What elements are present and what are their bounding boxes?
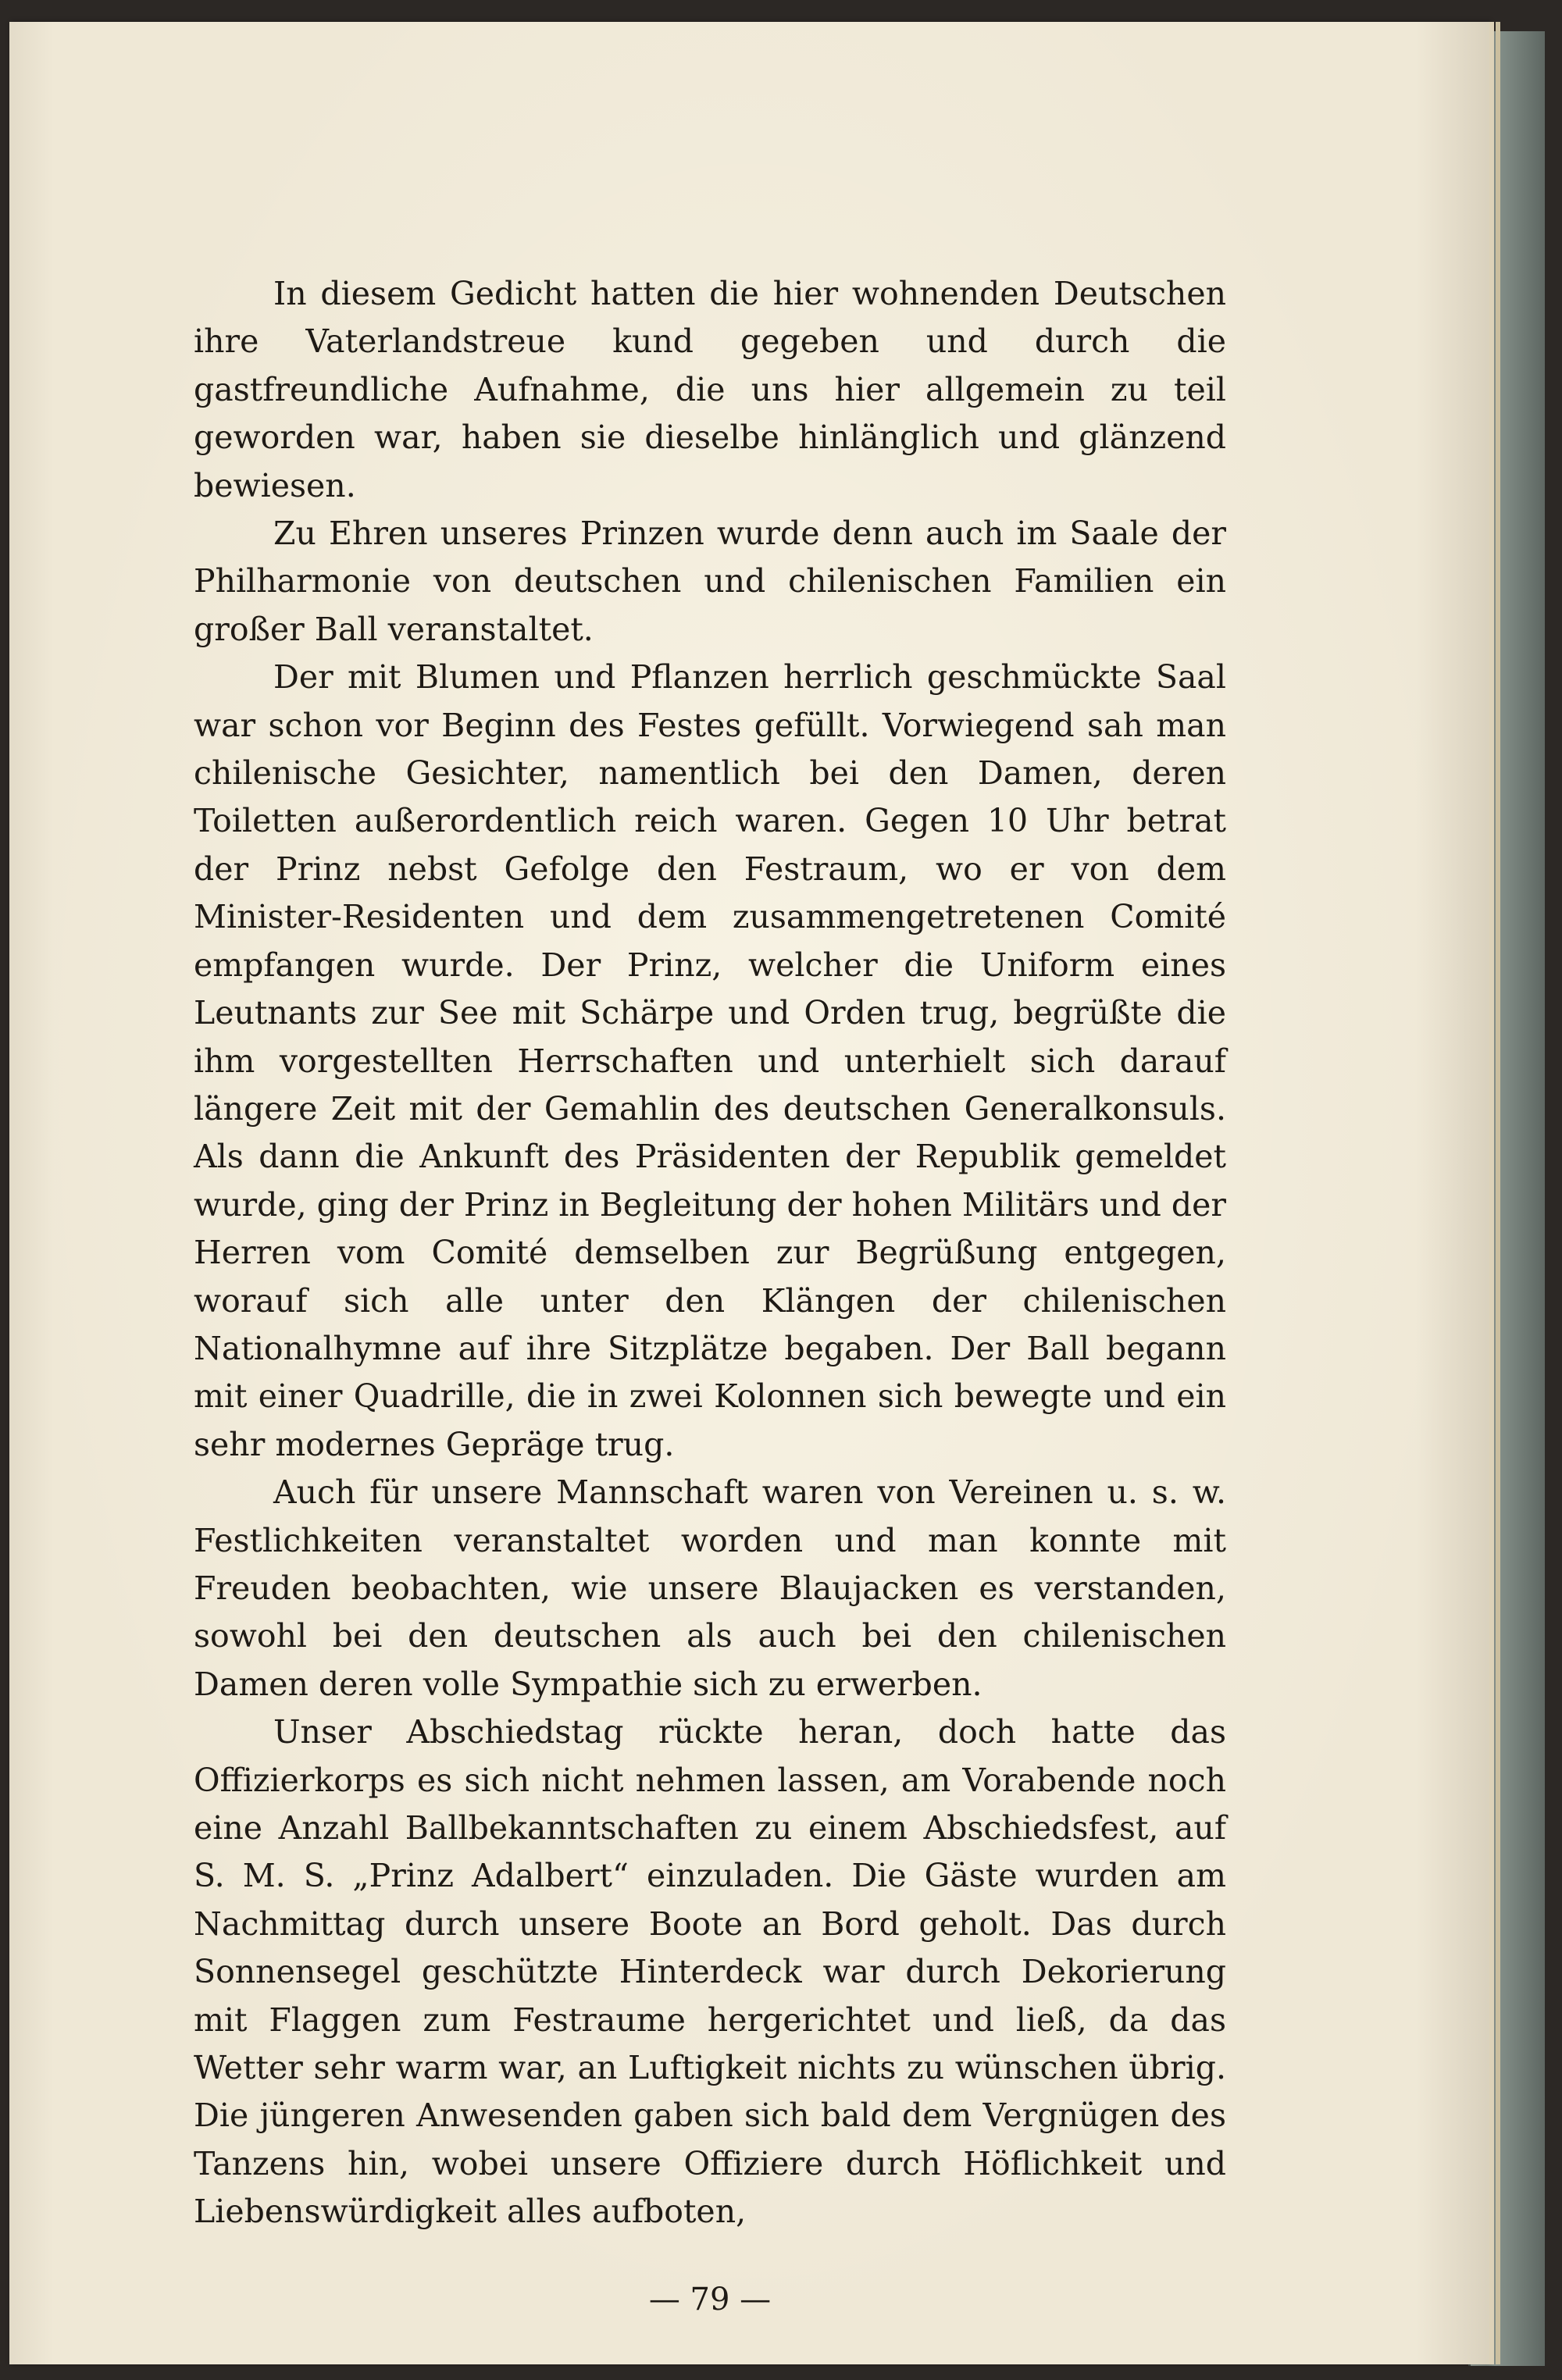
paragraph: Unser Abschiedstag rückte heran, doch hatte das Offizierkorps es sich nicht nehmen lassen, am Vorabende noch eine Anzahl Ballbekanntschaften zu einem Abschiedsfest, auf S. M. S. „Prinz Adalbert“ einzuladen. Die Gäste wurden am Nachmittag durch unsere Boote an Bord geholt. Das durch Sonnensegel geschützte Hinterdeck war durch Dekorierung mit Flaggen zum Festraume hergerichtet und ließ, da das Wetter sehr warm war, an Luftigkeit nichts zu wünschen übrig. Die jüngeren Anwesenden gaben sich bald dem Vergnügen des Tanzens hin, wobei unsere Offiziere durch Höflichkeit und Liebenswürdigkeit alles aufboten, [194,1713,1226,2231]
page-number: — 79 — [648,2282,772,2318]
book-page [9,22,1489,2364]
paragraph: In diesem Gedicht hatten die hier wohnenden Deutschen ihre Vaterlandstreue kund gegeben und durch die gastfreundliche Aufnahme, die uns hier allgemein zu teil geworden war, haben sie dieselbe hinlänglich und glänzend bewiesen. [194,275,1226,504]
paragraph: Auch für unsere Mannschaft waren von Vereinen u. s. w. Festlichkeiten veranstaltet worden und man konnte mit Freuden beobachten, wie unsere Blaujacken es verstanden, sowohl bei den deutschen als auch bei den chilenischen Damen deren volle Sympathie sich zu erwerben. [194,1473,1226,1703]
paragraph: Zu Ehren unseres Prinzen wurde denn auch im Saale der Philharmonie von deutschen und chilenischen Familien ein großer Ball veranstaltet. [194,515,1226,648]
page-edge [1489,22,1494,2364]
body-text [194,270,1226,2236]
paragraph: Der mit Blumen und Pflanzen herrlich geschmückte Saal war schon vor Beginn des Festes gefüllt. Vorwiegend sah man chilenische Gesichter, namentlich bei den Damen, deren Toiletten außerordentlich reich waren. Gegen 10 Uhr betrat der Prinz nebst Gefolge den Festraum, wo er von dem Minister-Residenten und dem zusammengetretenen Comité empfangen wurde. Der Prinz, welcher die Uniform eines Leutnants zur See mit Schärpe und Orden trug, begrüßte die ihm vorgestellten Herrschaften und unterhielt sich darauf längere Zeit mit der Gemahlin des deutschen Generalkonsuls. Als dann die Ankunft des Präsidenten der Republik gemeldet wurde, ging der Prinz in Begleitung der hohen Militärs und der Herren vom Comité demselben zur Begrüßung entgegen, worauf sich alle unter den Klängen der chilenischen Nationalhymne auf ihre Sitzplätze begaben. Der Ball begann mit einer Quadrille, die in zwei Kolonnen sich bewegte und ein sehr modernes Gepräge trug. [194,658,1226,1463]
page-edge [1496,22,1500,2364]
